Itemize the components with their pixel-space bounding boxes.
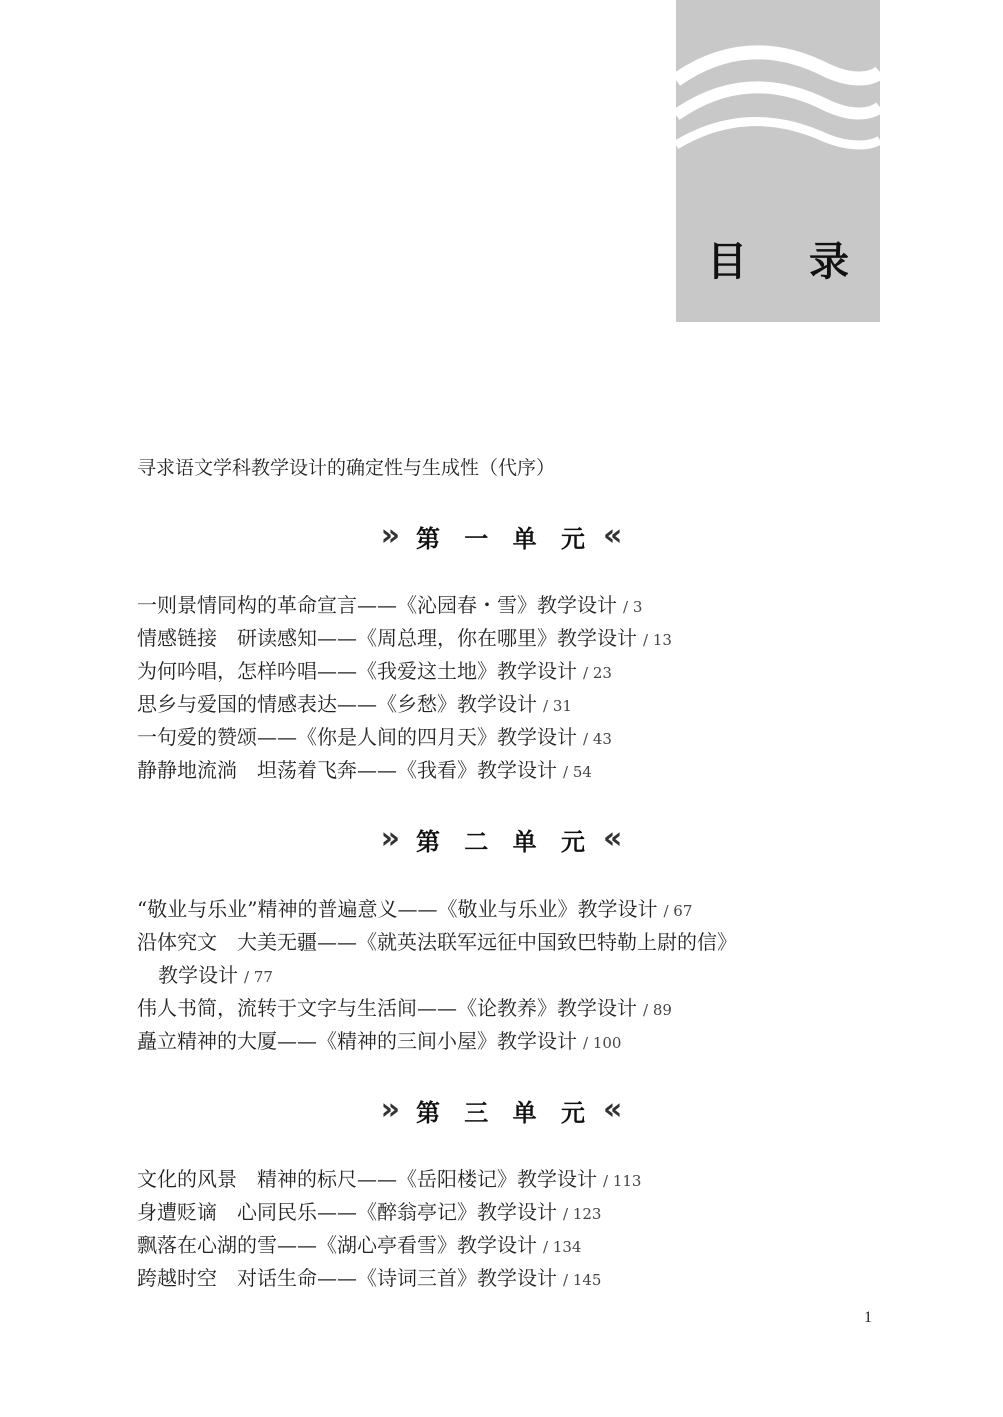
toc-entry <box>137 589 642 624</box>
toc-entry <box>137 992 672 1027</box>
toc-entry <box>137 1163 641 1198</box>
entry-title: 一句爱的赞颂——《你是人间的四月天》教学设计 <box>137 725 577 749</box>
entry-title: 一则景情同构的革命宣言——《沁园春・雪》教学设计 <box>137 593 617 617</box>
unit-title: 第 三 单 元 <box>415 1098 594 1127</box>
toc-entry <box>137 622 672 657</box>
entry-page: / 145 <box>563 1271 602 1289</box>
entry-page: / 3 <box>623 598 643 616</box>
entry-page: / 100 <box>583 1034 622 1052</box>
toc-entry <box>137 688 572 723</box>
chevron-right-icon: » <box>380 1092 400 1127</box>
entry-title: 伟人书简，流转于文字与生活间——《论教养》教学设计 <box>137 996 637 1020</box>
toc-entry <box>137 754 592 789</box>
chevron-right-icon: » <box>380 821 400 856</box>
entry-title: 教学设计 <box>158 963 238 987</box>
toc-entry <box>137 1196 601 1231</box>
toc-entry <box>137 721 612 756</box>
toc-entry-continuation <box>158 959 273 994</box>
unit-heading-2 <box>0 819 1003 859</box>
toc-heading: 目 录 <box>707 239 873 285</box>
toc-entry <box>137 1025 621 1060</box>
entry-title: 身遭贬谪 心同民乐——《醉翁亭记》教学设计 <box>137 1200 557 1224</box>
page-number: 1 <box>864 1309 872 1326</box>
toc-entry <box>137 655 612 690</box>
chevron-left-icon: « <box>603 821 623 856</box>
entry-page: / 67 <box>663 902 693 920</box>
entry-title: “敬业与乐业”精神的普遍意义——《敬业与乐业》教学设计 <box>137 897 658 921</box>
entry-page: / 13 <box>643 631 672 649</box>
entry-title: 飘落在心湖的雪——《湖心亭看雪》教学设计 <box>137 1233 537 1257</box>
entry-title: 情感链接 研读感知——《周总理，你在哪里》教学设计 <box>137 626 637 650</box>
entry-page: / 134 <box>543 1238 582 1256</box>
wave-graphic <box>676 40 880 170</box>
entry-title: 跨越时空 对话生命——《诗词三首》教学设计 <box>137 1266 557 1290</box>
unit-heading-1 <box>0 516 1003 556</box>
entry-page: / 31 <box>543 697 572 715</box>
entry-page: / 23 <box>583 664 612 682</box>
entry-title: 矗立精神的大厦——《精神的三间小屋》教学设计 <box>137 1029 577 1053</box>
entry-page: / 113 <box>603 1172 642 1190</box>
entry-title: 为何吟唱，怎样吟唱——《我爱这土地》教学设计 <box>137 659 577 683</box>
unit-title: 第 一 单 元 <box>415 524 594 553</box>
entry-page: / 89 <box>643 1001 672 1019</box>
toc-entry <box>137 1262 601 1297</box>
preface-entry: 寻求语文学科教学设计的确定性与生成性（代序） <box>137 457 556 479</box>
entry-page: / 54 <box>563 763 592 781</box>
toc-entry <box>137 893 692 928</box>
entry-page: / 123 <box>563 1205 602 1223</box>
toc-entry <box>137 926 743 961</box>
entry-title: 沿体究文 大美无疆——《就英法联军远征中国致巴特勒上尉的信》 <box>137 930 737 954</box>
chevron-left-icon: « <box>603 518 623 553</box>
entry-page: / 43 <box>583 730 612 748</box>
entry-title: 文化的风景 精神的标尺——《岳阳楼记》教学设计 <box>137 1167 597 1191</box>
unit-title: 第 二 单 元 <box>415 827 594 856</box>
chevron-right-icon: » <box>380 518 400 553</box>
entry-title: 静静地流淌 坦荡着飞奔——《我看》教学设计 <box>137 758 557 782</box>
toc-entry <box>137 1229 581 1264</box>
chevron-left-icon: « <box>603 1092 623 1127</box>
entry-title: 思乡与爱国的情感表达——《乡愁》教学设计 <box>137 692 537 716</box>
unit-heading-3 <box>0 1090 1003 1130</box>
entry-page: / 77 <box>244 968 273 986</box>
